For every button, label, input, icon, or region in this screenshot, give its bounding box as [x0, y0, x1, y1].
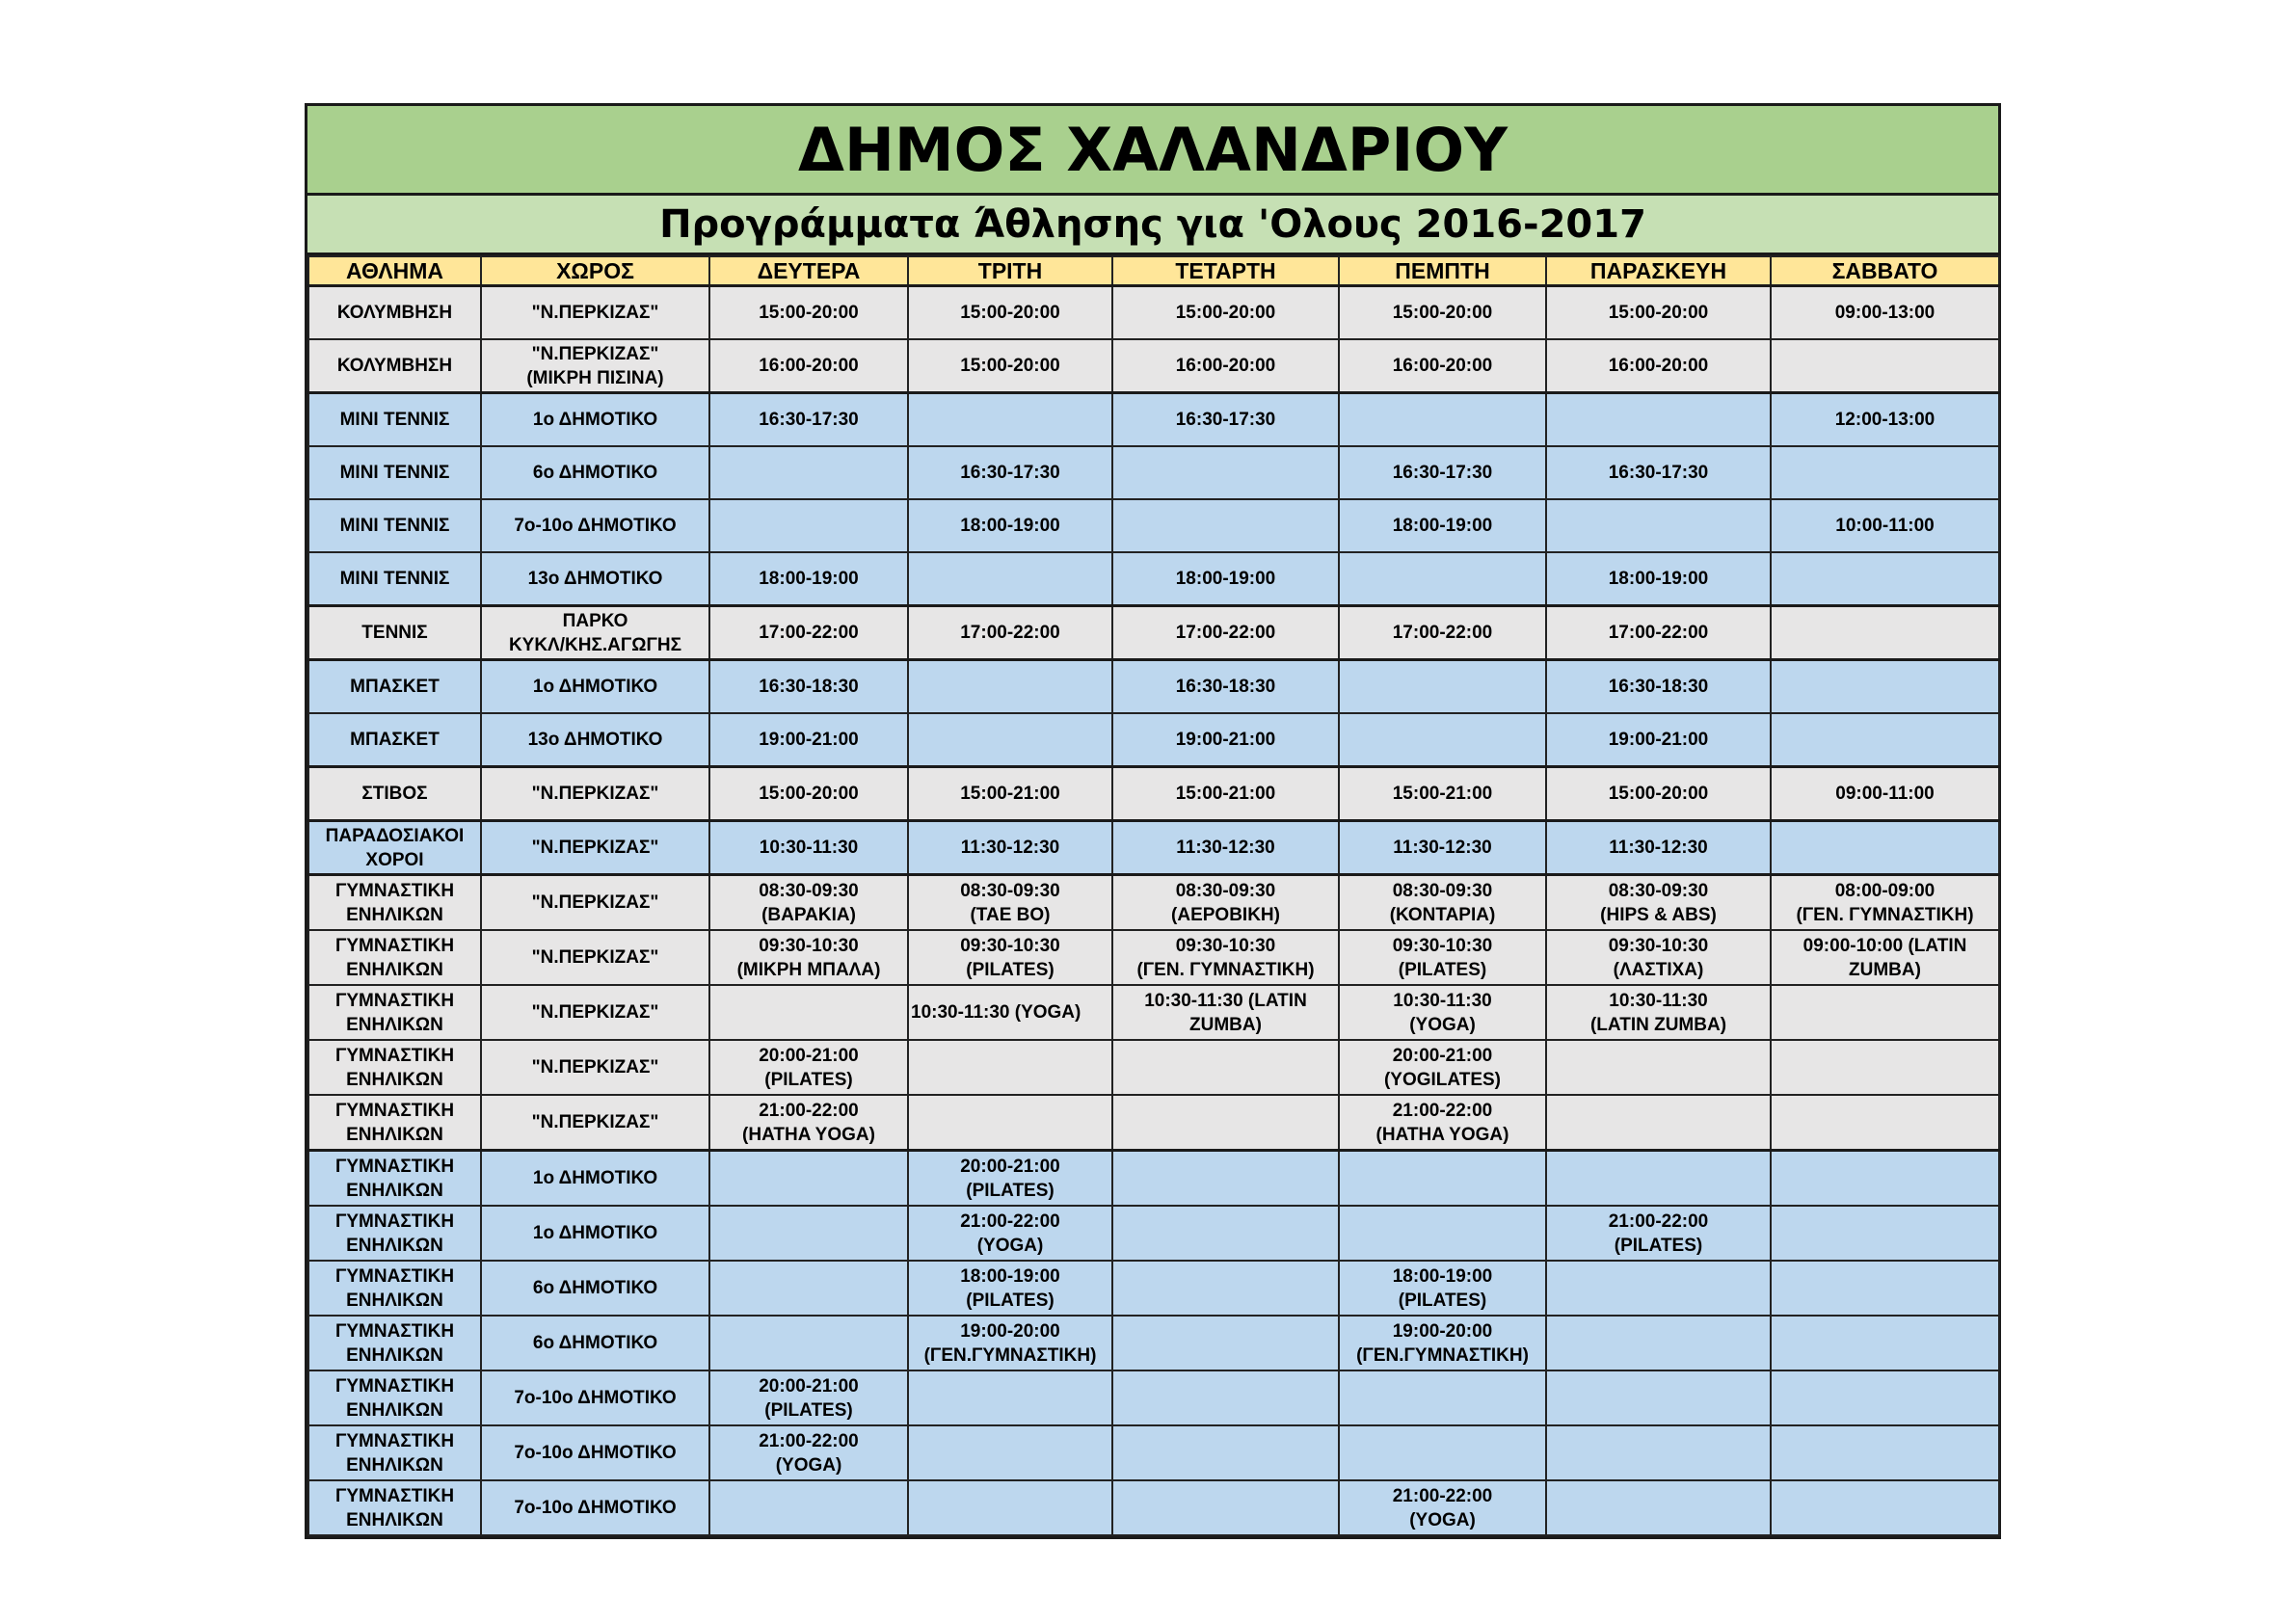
column-header-monday: ΔΕΥΤΕΡΑ — [709, 256, 908, 286]
friday-cell — [1546, 499, 1771, 552]
saturday-cell — [1771, 1206, 1999, 1261]
venue-cell: "Ν.ΠΕΡΚΙΖΑΣ" — [481, 286, 709, 340]
sport-cell: ΓΥΜΝΑΣΤΙΚΗ ΕΝΗΛΙΚΩΝ — [308, 1095, 481, 1151]
thursday-cell: 08:30-09:30 (ΚΟΝΤΑΡΙΑ) — [1339, 875, 1546, 931]
venue-cell: "Ν.ΠΕΡΚΙΖΑΣ" — [481, 985, 709, 1040]
wednesday-cell: 10:30-11:30 (LATIN ZUMBA) — [1112, 985, 1339, 1040]
thursday-cell — [1339, 1206, 1546, 1261]
wednesday-cell: 16:00-20:00 — [1112, 339, 1339, 393]
thursday-cell — [1339, 1151, 1546, 1207]
sport-cell: ΚΟΛΥΜΒΗΣΗ — [308, 286, 481, 340]
venue-cell: "Ν.ΠΕΡΚΙΖΑΣ" — [481, 1095, 709, 1151]
document-title: ΔΗΜΟΣ ΧΑΛΑΝΔΡΙΟΥ — [307, 106, 1998, 196]
venue-cell: "Ν.ΠΕΡΚΙΖΑΣ" — [481, 821, 709, 875]
saturday-cell — [1771, 1151, 1999, 1207]
monday-cell — [709, 985, 908, 1040]
tuesday-cell: 19:00-20:00 (ΓΕΝ.ΓΥΜΝΑΣΤΙΚΗ) — [908, 1316, 1112, 1370]
tuesday-cell: 18:00-19:00 — [908, 499, 1112, 552]
header-row — [308, 256, 1999, 286]
tuesday-cell: 21:00-22:00 (YOGA) — [908, 1206, 1112, 1261]
venue-cell: 7ο-10ο ΔΗΜΟΤΙΚΟ — [481, 1480, 709, 1535]
saturday-cell — [1771, 606, 1999, 660]
sport-cell: ΣΤΙΒΟΣ — [308, 767, 481, 821]
saturday-cell — [1771, 1261, 1999, 1316]
sport-cell: ΜΙΝΙ ΤΕΝΝΙΣ — [308, 552, 481, 606]
wednesday-cell — [1112, 1206, 1339, 1261]
monday-cell: 20:00-21:00 (PILATES) — [709, 1370, 908, 1425]
monday-cell: 08:30-09:30 (ΒΑΡΑΚΙΑ) — [709, 875, 908, 931]
thursday-cell — [1339, 660, 1546, 714]
venue-cell: 13ο ΔΗΜΟΤΙΚΟ — [481, 713, 709, 767]
table-row — [308, 552, 1999, 606]
thursday-cell: 17:00-22:00 — [1339, 606, 1546, 660]
wednesday-cell — [1112, 1040, 1339, 1095]
saturday-cell — [1771, 1425, 1999, 1480]
tuesday-cell — [908, 552, 1112, 606]
table-row — [308, 930, 1999, 985]
saturday-cell — [1771, 1095, 1999, 1151]
venue-cell: "Ν.ΠΕΡΚΙΖΑΣ" — [481, 1040, 709, 1095]
thursday-cell: 16:00-20:00 — [1339, 339, 1546, 393]
tuesday-cell: 17:00-22:00 — [908, 606, 1112, 660]
schedule-sheet — [305, 103, 2001, 1539]
wednesday-cell: 18:00-19:00 — [1112, 552, 1339, 606]
sport-cell: ΓΥΜΝΑΣΤΙΚΗ ΕΝΗΛΙΚΩΝ — [308, 930, 481, 985]
monday-cell — [709, 1206, 908, 1261]
thursday-cell: 18:00-19:00 — [1339, 499, 1546, 552]
column-header-sport: ΑΘΛΗΜΑ — [308, 256, 481, 286]
venue-cell: "Ν.ΠΕΡΚΙΖΑΣ" — [481, 767, 709, 821]
monday-cell: 21:00-22:00 (YOGA) — [709, 1425, 908, 1480]
monday-cell — [709, 1480, 908, 1535]
wednesday-cell — [1112, 1316, 1339, 1370]
schedule-body — [308, 286, 1999, 1536]
table-row — [308, 1095, 1999, 1151]
saturday-cell — [1771, 446, 1999, 499]
wednesday-cell: 15:00-21:00 — [1112, 767, 1339, 821]
thursday-cell — [1339, 552, 1546, 606]
table-row — [308, 1425, 1999, 1480]
thursday-cell: 11:30-12:30 — [1339, 821, 1546, 875]
friday-cell — [1546, 1370, 1771, 1425]
sport-cell: ΤΕΝΝΙΣ — [308, 606, 481, 660]
tuesday-cell — [908, 713, 1112, 767]
friday-cell — [1546, 1040, 1771, 1095]
saturday-cell: 08:00-09:00 (ΓΕΝ. ΓΥΜΝΑΣΤΙΚΗ) — [1771, 875, 1999, 931]
sport-cell: ΓΥΜΝΑΣΤΙΚΗ ΕΝΗΛΙΚΩΝ — [308, 1316, 481, 1370]
wednesday-cell: 19:00-21:00 — [1112, 713, 1339, 767]
monday-cell: 15:00-20:00 — [709, 767, 908, 821]
wednesday-cell: 17:00-22:00 — [1112, 606, 1339, 660]
venue-cell: "Ν.ΠΕΡΚΙΖΑΣ" — [481, 875, 709, 931]
schedule-table — [307, 255, 2000, 1536]
saturday-cell — [1771, 1480, 1999, 1535]
wednesday-cell: 08:30-09:30 (ΑΕΡΟΒΙΚΗ) — [1112, 875, 1339, 931]
column-header-tuesday: ΤΡΙΤΗ — [908, 256, 1112, 286]
wednesday-cell — [1112, 1425, 1339, 1480]
tuesday-cell: 10:30-11:30 (YOGA) — [908, 985, 1112, 1040]
friday-cell: 16:00-20:00 — [1546, 339, 1771, 393]
tuesday-cell — [908, 1095, 1112, 1151]
table-row — [308, 446, 1999, 499]
thursday-cell — [1339, 1425, 1546, 1480]
sport-cell: ΓΥΜΝΑΣΤΙΚΗ ΕΝΗΛΙΚΩΝ — [308, 875, 481, 931]
friday-cell — [1546, 1316, 1771, 1370]
wednesday-cell — [1112, 446, 1339, 499]
table-row — [308, 1370, 1999, 1425]
venue-cell: 6ο ΔΗΜΟΤΙΚΟ — [481, 1316, 709, 1370]
tuesday-cell — [908, 1040, 1112, 1095]
thursday-cell — [1339, 713, 1546, 767]
venue-cell: "Ν.ΠΕΡΚΙΖΑΣ" — [481, 930, 709, 985]
sport-cell: ΓΥΜΝΑΣΤΙΚΗ ΕΝΗΛΙΚΩΝ — [308, 1261, 481, 1316]
monday-cell: 20:00-21:00 (PILATES) — [709, 1040, 908, 1095]
friday-cell — [1546, 1480, 1771, 1535]
column-header-wednesday: ΤΕΤΑΡΤΗ — [1112, 256, 1339, 286]
sport-cell: ΓΥΜΝΑΣΤΙΚΗ ΕΝΗΛΙΚΩΝ — [308, 1425, 481, 1480]
friday-cell: 08:30-09:30 (HIPS & ABS) — [1546, 875, 1771, 931]
venue-cell: 7ο-10ο ΔΗΜΟΤΙΚΟ — [481, 499, 709, 552]
monday-cell — [709, 446, 908, 499]
venue-cell: "Ν.ΠΕΡΚΙΖΑΣ" (ΜΙΚΡΗ ΠΙΣΙΝΑ) — [481, 339, 709, 393]
sport-cell: ΠΑΡΑΔΟΣΙΑΚΟΙ ΧΟΡΟΙ — [308, 821, 481, 875]
thursday-cell: 09:30-10:30 (PILATES) — [1339, 930, 1546, 985]
venue-cell: ΠΑΡΚΟ ΚΥΚΛ/ΚΗΣ.ΑΓΩΓΗΣ — [481, 606, 709, 660]
monday-cell: 10:30-11:30 — [709, 821, 908, 875]
table-row — [308, 339, 1999, 393]
thursday-cell: 10:30-11:30 (YOGA) — [1339, 985, 1546, 1040]
friday-cell: 15:00-20:00 — [1546, 286, 1771, 340]
monday-cell: 15:00-20:00 — [709, 286, 908, 340]
tuesday-cell — [908, 1370, 1112, 1425]
tuesday-cell: 15:00-20:00 — [908, 286, 1112, 340]
column-header-saturday: ΣΑΒΒΑΤΟ — [1771, 256, 1999, 286]
thursday-cell — [1339, 1370, 1546, 1425]
monday-cell: 16:30-17:30 — [709, 393, 908, 447]
friday-cell: 16:30-17:30 — [1546, 446, 1771, 499]
saturday-cell — [1771, 1040, 1999, 1095]
sport-cell: ΜΠΑΣΚΕΤ — [308, 660, 481, 714]
tuesday-cell: 16:30-17:30 — [908, 446, 1112, 499]
monday-cell: 16:00-20:00 — [709, 339, 908, 393]
table-row — [308, 499, 1999, 552]
sport-cell: ΓΥΜΝΑΣΤΙΚΗ ΕΝΗΛΙΚΩΝ — [308, 1040, 481, 1095]
table-row — [308, 1151, 1999, 1207]
table-row — [308, 393, 1999, 447]
tuesday-cell — [908, 1425, 1112, 1480]
venue-cell: 7ο-10ο ΔΗΜΟΤΙΚΟ — [481, 1425, 709, 1480]
sport-cell: ΜΙΝΙ ΤΕΝΝΙΣ — [308, 446, 481, 499]
venue-cell: 7ο-10ο ΔΗΜΟΤΙΚΟ — [481, 1370, 709, 1425]
table-row — [308, 1040, 1999, 1095]
venue-cell: 6ο ΔΗΜΟΤΙΚΟ — [481, 446, 709, 499]
tuesday-cell: 09:30-10:30 (PILATES) — [908, 930, 1112, 985]
monday-cell — [709, 499, 908, 552]
wednesday-cell — [1112, 1261, 1339, 1316]
document-subtitle: Προγράμματα Άθλησης για 'Ολους 2016-2017 — [307, 196, 1998, 255]
friday-cell: 10:30-11:30 (LATIN ZUMBA) — [1546, 985, 1771, 1040]
table-row — [308, 606, 1999, 660]
saturday-cell: 10:00-11:00 — [1771, 499, 1999, 552]
saturday-cell — [1771, 552, 1999, 606]
friday-cell — [1546, 1261, 1771, 1316]
venue-cell: 6ο ΔΗΜΟΤΙΚΟ — [481, 1261, 709, 1316]
sport-cell: ΓΥΜΝΑΣΤΙΚΗ ΕΝΗΛΙΚΩΝ — [308, 1151, 481, 1207]
monday-cell — [709, 1151, 908, 1207]
thursday-cell: 15:00-20:00 — [1339, 286, 1546, 340]
thursday-cell: 21:00-22:00 (HATHA YOGA) — [1339, 1095, 1546, 1151]
wednesday-cell: 16:30-18:30 — [1112, 660, 1339, 714]
saturday-cell — [1771, 1370, 1999, 1425]
monday-cell: 18:00-19:00 — [709, 552, 908, 606]
sport-cell: ΓΥΜΝΑΣΤΙΚΗ ΕΝΗΛΙΚΩΝ — [308, 1206, 481, 1261]
tuesday-cell: 15:00-21:00 — [908, 767, 1112, 821]
sport-cell: ΚΟΛΥΜΒΗΣΗ — [308, 339, 481, 393]
tuesday-cell: 18:00-19:00 (PILATES) — [908, 1261, 1112, 1316]
saturday-cell: 12:00-13:00 — [1771, 393, 1999, 447]
wednesday-cell — [1112, 1151, 1339, 1207]
saturday-cell — [1771, 821, 1999, 875]
sport-cell: ΓΥΜΝΑΣΤΙΚΗ ΕΝΗΛΙΚΩΝ — [308, 1480, 481, 1535]
friday-cell — [1546, 1425, 1771, 1480]
table-row — [308, 875, 1999, 931]
friday-cell — [1546, 1151, 1771, 1207]
table-row — [308, 821, 1999, 875]
wednesday-cell: 16:30-17:30 — [1112, 393, 1339, 447]
saturday-cell — [1771, 1316, 1999, 1370]
saturday-cell: 09:00-11:00 — [1771, 767, 1999, 821]
thursday-cell — [1339, 393, 1546, 447]
thursday-cell: 19:00-20:00 (ΓΕΝ.ΓΥΜΝΑΣΤΙΚΗ) — [1339, 1316, 1546, 1370]
table-row — [308, 1316, 1999, 1370]
thursday-cell: 18:00-19:00 (PILATES) — [1339, 1261, 1546, 1316]
thursday-cell: 20:00-21:00 (YOGILATES) — [1339, 1040, 1546, 1095]
table-row — [308, 660, 1999, 714]
wednesday-cell — [1112, 1370, 1339, 1425]
monday-cell: 16:30-18:30 — [709, 660, 908, 714]
friday-cell — [1546, 1095, 1771, 1151]
wednesday-cell — [1112, 1480, 1339, 1535]
friday-cell: 16:30-18:30 — [1546, 660, 1771, 714]
thursday-cell: 21:00-22:00 (YOGA) — [1339, 1480, 1546, 1535]
column-header-friday: ΠΑΡΑΣΚΕΥΗ — [1546, 256, 1771, 286]
venue-cell: 1ο ΔΗΜΟΤΙΚΟ — [481, 393, 709, 447]
sport-cell: ΜΙΝΙ ΤΕΝΝΙΣ — [308, 393, 481, 447]
thursday-cell: 15:00-21:00 — [1339, 767, 1546, 821]
tuesday-cell: 11:30-12:30 — [908, 821, 1112, 875]
tuesday-cell: 15:00-20:00 — [908, 339, 1112, 393]
saturday-cell — [1771, 660, 1999, 714]
monday-cell — [709, 1261, 908, 1316]
friday-cell — [1546, 393, 1771, 447]
sport-cell: ΜΠΑΣΚΕΤ — [308, 713, 481, 767]
saturday-cell: 09:00-13:00 — [1771, 286, 1999, 340]
venue-cell: 13ο ΔΗΜΟΤΙΚΟ — [481, 552, 709, 606]
venue-cell: 1ο ΔΗΜΟΤΙΚΟ — [481, 660, 709, 714]
monday-cell: 21:00-22:00 (HATHA YOGA) — [709, 1095, 908, 1151]
monday-cell: 19:00-21:00 — [709, 713, 908, 767]
venue-cell: 1ο ΔΗΜΟΤΙΚΟ — [481, 1151, 709, 1207]
friday-cell: 15:00-20:00 — [1546, 767, 1771, 821]
friday-cell: 19:00-21:00 — [1546, 713, 1771, 767]
friday-cell: 21:00-22:00 (PILATES) — [1546, 1206, 1771, 1261]
wednesday-cell — [1112, 1095, 1339, 1151]
wednesday-cell: 09:30-10:30 (ΓΕΝ. ΓΥΜΝΑΣΤΙΚΗ) — [1112, 930, 1339, 985]
tuesday-cell — [908, 660, 1112, 714]
table-row — [308, 985, 1999, 1040]
saturday-cell — [1771, 339, 1999, 393]
wednesday-cell — [1112, 499, 1339, 552]
table-row — [308, 286, 1999, 340]
wednesday-cell: 11:30-12:30 — [1112, 821, 1339, 875]
monday-cell: 17:00-22:00 — [709, 606, 908, 660]
saturday-cell: 09:00-10:00 (LATIN ZUMBA) — [1771, 930, 1999, 985]
friday-cell: 11:30-12:30 — [1546, 821, 1771, 875]
tuesday-cell — [908, 1480, 1112, 1535]
table-row — [308, 1480, 1999, 1535]
saturday-cell — [1771, 985, 1999, 1040]
column-header-thursday: ΠΕΜΠΤΗ — [1339, 256, 1546, 286]
sport-cell: ΓΥΜΝΑΣΤΙΚΗ ΕΝΗΛΙΚΩΝ — [308, 1370, 481, 1425]
thursday-cell: 16:30-17:30 — [1339, 446, 1546, 499]
friday-cell: 18:00-19:00 — [1546, 552, 1771, 606]
sport-cell: ΓΥΜΝΑΣΤΙΚΗ ΕΝΗΛΙΚΩΝ — [308, 985, 481, 1040]
table-row — [308, 1206, 1999, 1261]
tuesday-cell — [908, 393, 1112, 447]
table-row — [308, 767, 1999, 821]
wednesday-cell: 15:00-20:00 — [1112, 286, 1339, 340]
table-row — [308, 713, 1999, 767]
saturday-cell — [1771, 713, 1999, 767]
friday-cell: 17:00-22:00 — [1546, 606, 1771, 660]
tuesday-cell: 20:00-21:00 (PILATES) — [908, 1151, 1112, 1207]
column-header-venue: ΧΩΡΟΣ — [481, 256, 709, 286]
sport-cell: ΜΙΝΙ ΤΕΝΝΙΣ — [308, 499, 481, 552]
tuesday-cell: 08:30-09:30 (ΤΑΕ ΒΟ) — [908, 875, 1112, 931]
venue-cell: 1ο ΔΗΜΟΤΙΚΟ — [481, 1206, 709, 1261]
monday-cell — [709, 1316, 908, 1370]
monday-cell: 09:30-10:30 (ΜΙΚΡΗ ΜΠΑΛΑ) — [709, 930, 908, 985]
friday-cell: 09:30-10:30 (ΛΑΣΤΙΧΑ) — [1546, 930, 1771, 985]
table-row — [308, 1261, 1999, 1316]
